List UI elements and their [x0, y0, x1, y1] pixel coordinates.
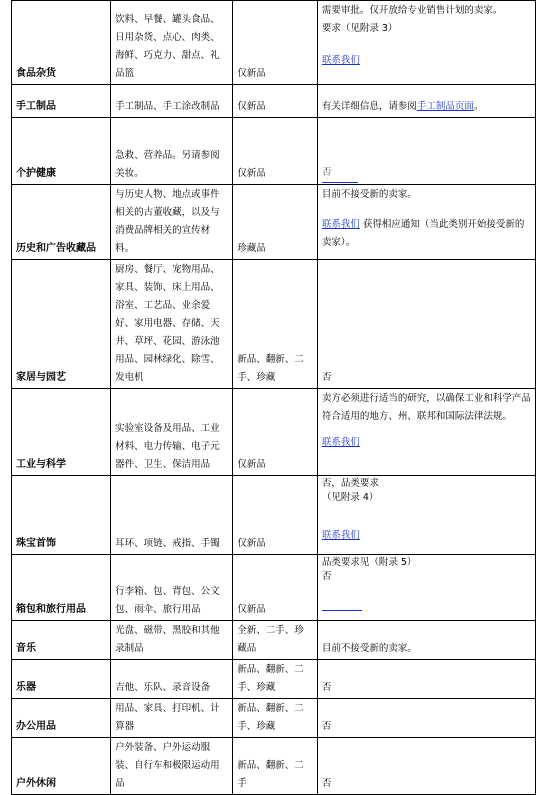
notes-cell: 否 [317, 260, 535, 389]
condition-cell: 仅新品 [233, 118, 318, 185]
condition-cell: 新品、翻新、二手 [233, 738, 318, 795]
category-cell: 户外休闲 [12, 738, 111, 795]
notes-text: 。 [473, 101, 484, 112]
notes-cell: 否 [317, 660, 535, 699]
notes-text: 品类要求见（附录 5） [321, 557, 417, 568]
notes-cell [317, 476, 535, 555]
category-cell: 工业与科学 [12, 389, 111, 476]
condition-cell: 仅新品 [233, 476, 318, 555]
category-cell: 历史和广告收藏品 [12, 185, 111, 260]
category-cell: 个护健康 [12, 118, 111, 185]
category-cell: 食品杂货 [12, 1, 111, 85]
notes-text: 否 [322, 164, 358, 183]
products-cell: 吉他、乐队、录音设备 [111, 660, 233, 699]
contact-us-link[interactable]: 联系我们 [321, 55, 360, 66]
products-cell: 急救、营养品。另请参阅美妆。 [111, 118, 233, 185]
notes-cell [317, 389, 535, 476]
table-row [12, 621, 536, 660]
products-cell: 用品、家具、打印机、计算器 [111, 699, 233, 738]
handmade-page-link[interactable]: 手工制品页面 [416, 101, 474, 112]
category-cell: 箱包和旅行用品 [12, 555, 111, 621]
notes-cell [317, 185, 535, 260]
category-cell: 手工制品 [12, 85, 111, 118]
products-cell: 手工制品、手工涂改制品 [111, 85, 233, 118]
products-cell: 户外装备、户外运动服装、自行车和极限运动用品 [111, 738, 233, 795]
condition-cell: 仅新品 [233, 555, 318, 621]
products-cell: 耳环、项链、戒指、手镯 [111, 476, 233, 555]
empty-link[interactable] [322, 598, 362, 611]
products-cell: 行李箱、包、背包、公文包、雨伞、旅行用品 [111, 555, 233, 621]
notes-text: 要求（见附录 3） [321, 23, 398, 34]
notes-cell: 目前不接受新的卖家。 [317, 621, 535, 660]
products-cell: 饮料、早餐、罐头食品、日用杂货、点心、肉类、海鲜、巧克力、甜点、礼品篮 [111, 1, 233, 85]
category-cell: 家居与园艺 [12, 260, 111, 389]
condition-cell: 全新、二手、珍藏品 [233, 621, 318, 660]
table-row [12, 738, 536, 795]
condition-cell: 仅新品 [233, 85, 318, 118]
notes-text: 否 [321, 571, 332, 582]
table-row [12, 185, 536, 260]
table-row [12, 476, 536, 555]
category-cell: 办公用品 [12, 699, 111, 738]
condition-cell: 新品、翻新、二手、珍藏 [233, 260, 318, 389]
category-cell: 乐器 [12, 660, 111, 699]
contact-us-link[interactable]: 联系我们 [321, 437, 360, 448]
notes-cell: 否 [317, 738, 535, 795]
table-row [12, 660, 536, 699]
table-row [12, 555, 536, 621]
category-cell: 音乐 [12, 621, 111, 660]
table-row [12, 1, 536, 85]
notes-text: 获得相应通知（当此类别开始接受新的卖家）。 [321, 219, 525, 248]
notes-cell [317, 1, 535, 85]
notes-cell [317, 118, 535, 185]
condition-cell: 新品、翻新、二手、珍藏 [233, 660, 318, 699]
notes-text: 否，品类要求 [321, 478, 379, 489]
notes-text: 卖方必须进行适当的研究，以确保工业和科学产品符合适用的地方、州、联邦和国际法律法规。 [321, 393, 531, 422]
condition-cell: 珍藏品 [233, 185, 318, 260]
category-cell: 珠宝首饰 [12, 476, 111, 555]
condition-cell: 新品、翻新、二手、珍藏 [233, 699, 318, 738]
products-cell: 实验室设备及用品、工业材料、电力传输、电子元器件、卫生、保洁用品 [111, 389, 233, 476]
category-requirements-table [11, 0, 536, 795]
contact-us-link[interactable]: 联系我们 [321, 530, 360, 541]
table-row [12, 260, 536, 389]
table-row [12, 85, 536, 118]
table-row [12, 699, 536, 738]
notes-cell [317, 85, 535, 118]
condition-cell: 仅新品 [233, 1, 318, 85]
notes-text: 有关详细信息，请参阅 [321, 101, 417, 112]
table-row [12, 118, 536, 185]
condition-cell: 仅新品 [233, 389, 318, 476]
products-cell: 与历史人物、地点或事件相关的古董收藏，以及与消费品牌相关的宣传材料。 [111, 185, 233, 260]
notes-cell: 否 [317, 699, 535, 738]
products-cell: 厨房、餐厅、宠物用品、家具、装饰、床上用品、浴室、工艺品、业余爱好、家用电器、存储、天井、草坪、花园、游泳池用品、园林绿化、除雪、发电机 [111, 260, 233, 389]
contact-us-link[interactable]: 联系我们 [321, 219, 360, 230]
notes-text: （见附录 4） [321, 492, 379, 503]
notes-text: 需要审批。仅开放给专业销售计划的卖家。 [321, 5, 503, 16]
products-cell: 光盘、磁带、黑胶和其他录制品 [111, 621, 233, 660]
notes-cell [317, 555, 535, 621]
table-row [12, 389, 536, 476]
notes-text: 目前不接受新的卖家。 [321, 189, 417, 200]
